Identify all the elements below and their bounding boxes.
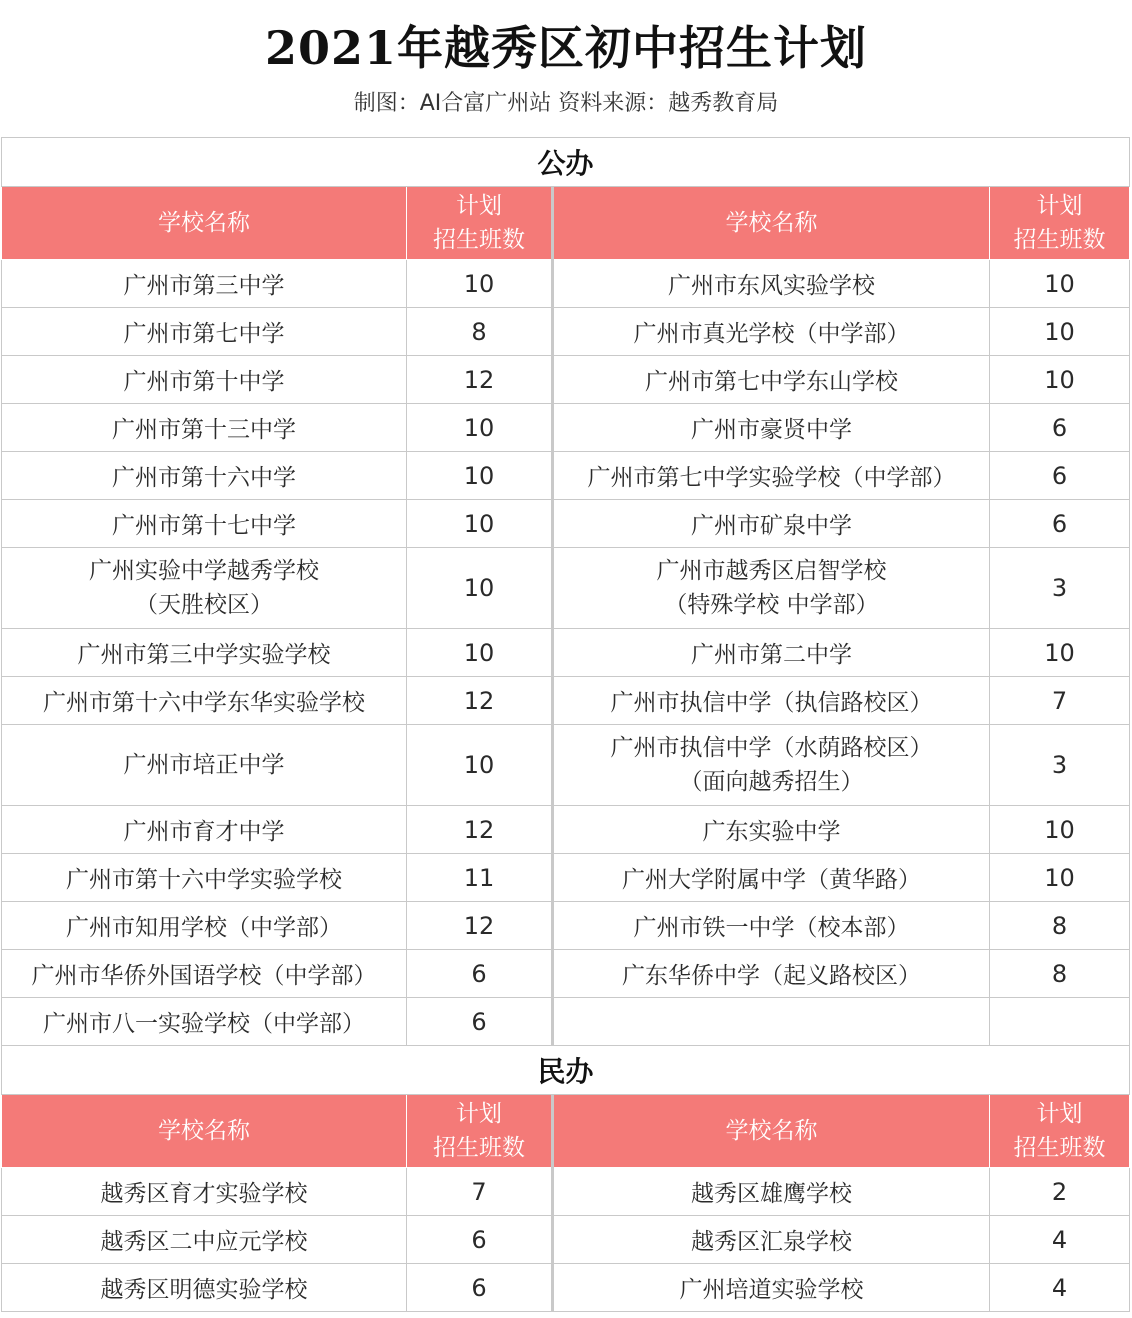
table-row (2, 260, 1130, 308)
plan-classes-cell: 10 (407, 404, 553, 452)
table-row (2, 806, 1130, 854)
school-name-cell (553, 548, 990, 629)
school-name: 越秀区雄鹰学校 (691, 1181, 852, 1207)
plan-header-line2: 招生班数 (1013, 227, 1106, 253)
school-name-cell (2, 404, 407, 452)
table-row (2, 902, 1130, 950)
school-name-header (2, 1095, 407, 1168)
plan-header-line1: 计划 (1036, 1101, 1083, 1127)
school-name: 广州市第十六中学东华实验学校 (43, 690, 365, 716)
plan-classes-cell: 10 (990, 629, 1130, 677)
school-name: 广州市第三中学实验学校 (77, 642, 331, 668)
school-name-cell (553, 950, 990, 998)
school-name: 广州市执信中学（水荫路校区） (610, 735, 933, 761)
school-name-header (553, 187, 990, 260)
plan-classes-header (990, 1095, 1130, 1168)
public-header-row (2, 187, 1130, 260)
table-row (2, 1216, 1130, 1264)
school-name: 越秀区二中应元学校 (100, 1229, 308, 1255)
school-name: 越秀区明德实验学校 (100, 1277, 308, 1303)
plan-classes-cell: 12 (407, 902, 553, 950)
plan-classes-cell: 10 (990, 806, 1130, 854)
school-name-line2: （面向越秀招生） (679, 769, 864, 795)
school-name: 广州市第七中学东山学校 (645, 369, 898, 395)
school-name: 广东华侨中学（起义路校区） (622, 963, 921, 989)
plan-classes-header (407, 187, 553, 260)
plan-classes-cell: 6 (407, 1216, 553, 1264)
plan-classes-cell: 7 (407, 1168, 553, 1216)
school-name-cell (553, 356, 990, 404)
school-name: 广州市豪贤中学 (691, 417, 852, 443)
plan-classes-cell (990, 998, 1130, 1046)
table-row (2, 1168, 1130, 1216)
school-name-header-text: 学校名称 (725, 210, 818, 236)
page-title: 2021年越秀区初中招生计划 (264, 21, 868, 75)
school-name-cell (553, 725, 990, 806)
school-name-cell (2, 500, 407, 548)
plan-classes-cell: 8 (990, 950, 1130, 998)
school-name: 广州市育才中学 (123, 819, 285, 845)
school-name-header-text: 学校名称 (158, 210, 250, 236)
plan-classes-cell: 3 (990, 725, 1130, 806)
plan-classes-cell: 10 (407, 452, 553, 500)
school-name-header (553, 1095, 990, 1168)
school-name: 广州大学附属中学（黄华路） (622, 867, 921, 893)
plan-classes-cell: 12 (407, 356, 553, 404)
school-name: 广州市知用学校（中学部） (66, 915, 342, 941)
plan-classes-cell: 10 (990, 356, 1130, 404)
plan-classes-cell: 6 (407, 950, 553, 998)
school-name-cell (553, 854, 990, 902)
school-name-cell (2, 308, 407, 356)
school-name-cell (2, 725, 407, 806)
school-name-cell (2, 806, 407, 854)
school-name: 广州市培正中学 (123, 752, 285, 778)
school-name-cell (553, 1168, 990, 1216)
plan-classes-cell: 10 (990, 260, 1130, 308)
school-name: 广州市第十六中学实验学校 (66, 867, 342, 893)
school-name: 越秀区育才实验学校 (100, 1181, 308, 1207)
plan-classes-cell: 10 (990, 308, 1130, 356)
school-name-cell (553, 1264, 990, 1312)
school-name: 广州市执信中学（执信路校区） (610, 690, 933, 716)
school-name: 广州市真光学校（中学部） (633, 321, 910, 347)
school-name-cell (553, 629, 990, 677)
school-name: 广东实验中学 (702, 819, 841, 845)
plan-classes-cell: 10 (407, 548, 553, 629)
school-name: 广州市矿泉中学 (691, 513, 852, 539)
plan-header-line1: 计划 (456, 193, 502, 219)
school-name-cell (553, 1216, 990, 1264)
table-row (2, 308, 1130, 356)
table-row (2, 1264, 1130, 1312)
public-section-label: 公办 (2, 138, 1130, 187)
school-name: 广州市八一实验学校（中学部） (43, 1011, 365, 1037)
table-row (2, 404, 1130, 452)
school-name-cell (2, 260, 407, 308)
plan-classes-cell: 11 (407, 854, 553, 902)
plan-classes-cell: 8 (407, 308, 553, 356)
school-name-cell (2, 902, 407, 950)
school-name: 广州市铁一中学（校本部） (633, 915, 910, 941)
plan-classes-cell: 10 (990, 854, 1130, 902)
school-name-cell (553, 404, 990, 452)
school-name-cell (2, 1264, 407, 1312)
page-subtitle: 制图：AI合富广州站 资料来源：越秀教育局 (353, 91, 779, 116)
school-name: 广州市第十七中学 (112, 513, 296, 539)
school-name: 广州市第三中学 (123, 273, 285, 299)
school-name: 广州市第十六中学 (112, 465, 296, 491)
school-name-cell (553, 806, 990, 854)
private-section-row (2, 1046, 1130, 1095)
table-row (2, 677, 1130, 725)
school-name-cell (2, 677, 407, 725)
school-name: 广州市华侨外国语学校（中学部） (31, 963, 377, 989)
school-name-cell (2, 854, 407, 902)
school-name-cell (2, 1216, 407, 1264)
plan-classes-cell: 12 (407, 806, 553, 854)
table-row (2, 452, 1130, 500)
plan-classes-cell: 6 (990, 452, 1130, 500)
school-name-cell (2, 629, 407, 677)
school-name: 广州市第十三中学 (112, 417, 296, 443)
table-row (2, 500, 1130, 548)
school-name-header-text: 学校名称 (725, 1118, 818, 1144)
plan-classes-cell: 12 (407, 677, 553, 725)
table-row (2, 548, 1130, 629)
school-name-cell (2, 356, 407, 404)
enrollment-table-body (2, 138, 1130, 1312)
plan-header-line2: 招生班数 (1013, 1135, 1106, 1161)
school-name-cell (2, 1168, 407, 1216)
public-section-row (2, 138, 1130, 187)
table-row (2, 950, 1130, 998)
school-name: 广州实验中学越秀学校 (89, 558, 319, 584)
table-row (2, 629, 1130, 677)
school-name-cell (553, 260, 990, 308)
table-row (2, 854, 1130, 902)
school-name-header (2, 187, 407, 260)
enrollment-table (1, 137, 1130, 1312)
plan-classes-cell: 7 (990, 677, 1130, 725)
school-name-header-text: 学校名称 (158, 1118, 250, 1144)
plan-header-line1: 计划 (1036, 193, 1083, 219)
school-name-cell (2, 950, 407, 998)
school-name-cell (2, 452, 407, 500)
plan-classes-cell: 3 (990, 548, 1130, 629)
school-name-cell (553, 452, 990, 500)
plan-header-line2: 招生班数 (433, 227, 525, 253)
table-row (2, 725, 1130, 806)
plan-classes-cell: 4 (990, 1216, 1130, 1264)
school-name: 广州市越秀区启智学校 (656, 558, 887, 584)
plan-classes-cell: 10 (407, 629, 553, 677)
school-name-cell (553, 308, 990, 356)
school-name: 广州市第二中学 (691, 642, 852, 668)
plan-classes-cell: 2 (990, 1168, 1130, 1216)
plan-header-line2: 招生班数 (433, 1135, 525, 1161)
plan-classes-cell: 10 (407, 500, 553, 548)
school-name: 广州市东风实验学校 (668, 273, 875, 299)
school-name: 广州培道实验学校 (679, 1277, 864, 1303)
school-name-cell (2, 548, 407, 629)
plan-classes-cell: 10 (407, 725, 553, 806)
plan-classes-header (407, 1095, 553, 1168)
school-name-cell (553, 998, 990, 1046)
school-name-cell (553, 500, 990, 548)
plan-classes-cell: 6 (990, 404, 1130, 452)
table-row (2, 998, 1130, 1046)
school-name: 广州市第十中学 (123, 369, 285, 395)
school-name: 广州市第七中学 (123, 321, 285, 347)
plan-classes-cell: 10 (407, 260, 553, 308)
private-section-label: 民办 (2, 1046, 1130, 1095)
table-row (2, 356, 1130, 404)
private-header-row (2, 1095, 1130, 1168)
plan-classes-cell: 8 (990, 902, 1130, 950)
plan-header-line1: 计划 (456, 1101, 502, 1127)
school-name: 广州市第七中学实验学校（中学部） (587, 465, 956, 491)
plan-classes-cell: 4 (990, 1264, 1130, 1312)
plan-classes-cell: 6 (407, 1264, 553, 1312)
plan-classes-header (990, 187, 1130, 260)
school-name-cell (2, 998, 407, 1046)
school-name-cell (553, 902, 990, 950)
school-name: 越秀区汇泉学校 (691, 1229, 852, 1255)
school-name-line2: （特殊学校 中学部） (664, 592, 879, 618)
plan-classes-cell: 6 (990, 500, 1130, 548)
plan-classes-cell: 6 (407, 998, 553, 1046)
school-name-line2: （天胜校区） (135, 592, 273, 618)
school-name-cell (553, 677, 990, 725)
